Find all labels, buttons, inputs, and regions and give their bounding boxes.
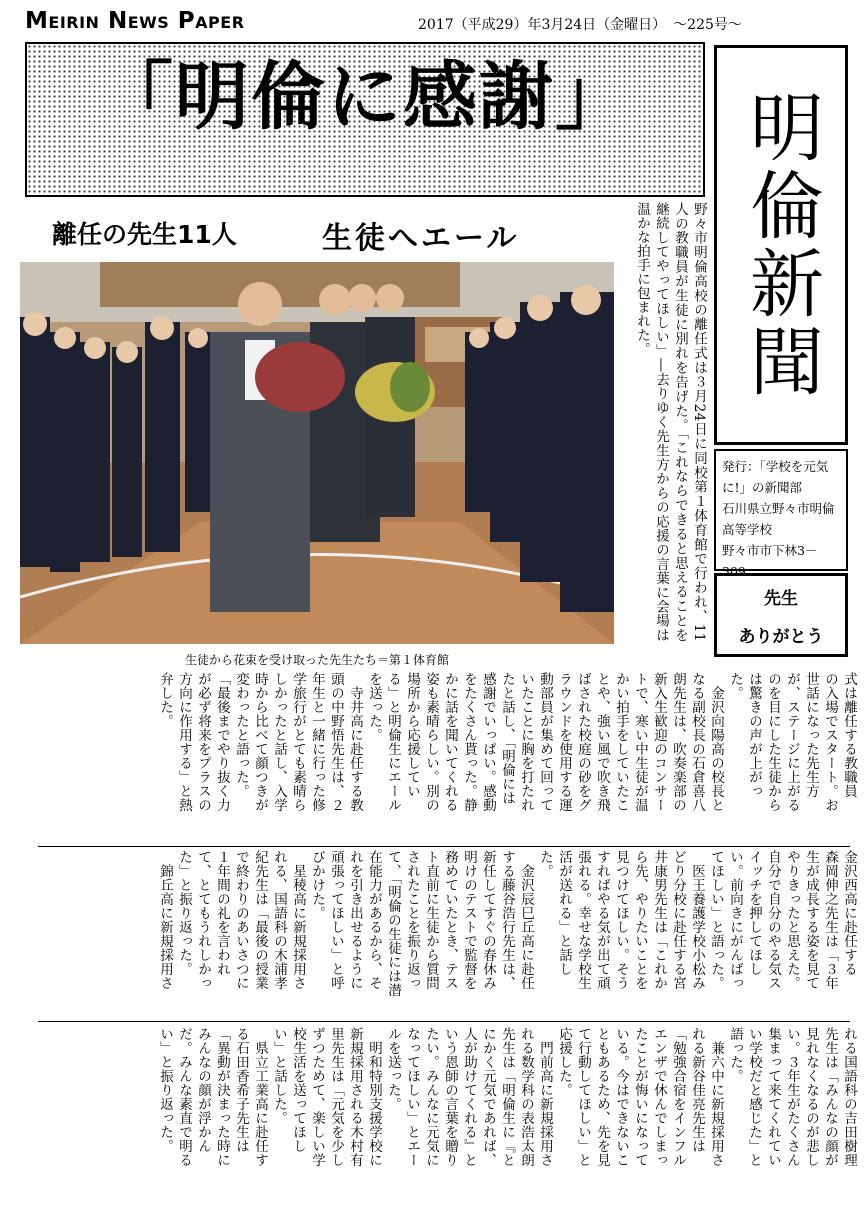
row-divider: [38, 846, 850, 847]
side-title-box: [714, 45, 848, 445]
publisher-address-street: 野々市市下林3－309: [722, 543, 818, 579]
body-row-2: 金沢西高に赴任する 森岡伸之先生は「３年 生が成長する姿を見て やりきったと思えた。 自分で自分のやる気ス イッチを押してほし い。前向きにがんばっ てほしい」と語った。 医王養護学校小松み どり分校に赴任する宮 井康男先生は「これか ら先、やりたいことを 見つけてほしい。そう すればやる気が出て頑 張れる。幸せな学校生 活が送れる」と話し た。 金沢辰巳丘高に赴任 する藤谷浩行先生は、 新任してすぐの春休み 明けのテストで監督を 務めていたとき、テス ト直前に生徒から質問 されたことを振り返っ て、「明倫の生徒には潜 在能力があるから、そ れを引き出せるように 頑張ってほしい」と呼 びかけた。 星稜高に新規採用さ れる、国語科の木浦孝 紀先生は「最後の授業 で終わりのあいさつに １年間の礼を言われ て、とてもうれしかっ た」と振り返った。 錦丘高に新規採用さ: [157, 850, 857, 998]
headline: 「明倫に感謝」: [99, 54, 631, 140]
publisher-box: [714, 449, 848, 579]
body-row-1: 式は離任する教職員 の入場でスタート。お 世話になった先生方 が、ステージに上がる のを目にした生徒から は驚きの声が上がっ た。 金沢向陽高の校長と なる副校長の石倉喜八 朗先生は、吹奏楽部の 新入生歓迎のコンサー トで、寒い中生徒が温 かい拍手をしていたこ とや、強い風で吹き飛 ばされた校庭の砂をグ ラウンドを使用する運 動部員が集めて回って いたことに胸を打たれ たと話し、「明倫には 感謝でいっぱい。感動 をたくさん貰った。静 かに話を聞いてくれる 姿も素晴らしい。別の 場所から応援してい る」と明倫生にエール を送った。 寺井高に赴任する教 頭の中野悟先生は、２ 年生と一緒に行った修 学旅行がとても素晴ら しかったと話し、入学 時から比べて顔つきが 変わったと語った。 「最後までやり抜く力 が必ず将来をプラスの 方向に作用する」と熱 弁した。: [157, 672, 857, 812]
row-divider: [38, 1021, 850, 1022]
photo-caption: 生徒から花束を受け取った先生たち＝第１体育館: [184, 653, 449, 667]
publisher-address-school: 石川県立野々市明倫高等学校: [722, 501, 835, 537]
lead-paragraph: 野々市明倫高校の離任式は３月24日に同校第１体育館で行われ、11人の教職員が生徒に別れを告げた。「これならできると思えることを継続してやってほしい」―去りゆく先生方からの応援の言葉に会場は温かな拍手に包まれた。: [634, 202, 707, 642]
publisher-label: 発行：「学校を元気に!」の新聞部: [722, 459, 829, 495]
ceremony-photo-illustration: [20, 262, 614, 644]
ceremony-photo: [20, 262, 614, 644]
side-title: 明倫新聞: [738, 89, 824, 401]
subhead-cheer: 生徒へエール: [322, 221, 520, 256]
dateline: 2017（平成29）年3月24日（金曜日） ～225号～: [418, 17, 742, 33]
thanks-line-2: ありがとう: [738, 627, 824, 647]
subhead-departing: 離任の先生11人: [52, 220, 237, 249]
thanks-box: [714, 573, 848, 657]
masthead: Meirin News Paper: [25, 8, 245, 34]
thanks-line-1: 先生: [764, 589, 798, 609]
body-row-3: れる国語科の吉田樹理 先生は「みんなの顔が 見れなくなるのが悲し い。３年生がたくさん 集まって来てくれてい い学校だと感じた」と 語った。 兼六中に新規採用さ れる新谷佳亮先生は 「勉強合宿をインフル エンザで休んでしまっ たことが悔いになって いる。今はできないこ ともあるため、先を見 て行動してほしい」と 応援した。 門前高に新規採用さ れる数学科の表浩太朗 先生は「明倫生に『と にかく元気であれば、 人が助けてくれる』と いう恩師の言葉を贈り たい。みんなに元気に なってほしい」とエー ルを送った。 明和特別支援学校に 新規採用される木村有 里先生は「元気を少し ずつためて、楽しい学 校生活を送ってほし い」と話した。 県立工業高に赴任す る石田香希子先生は 「異動が決まった時に みんなの顔が浮かん だ。みんな素直で明る い」と振り返った。: [157, 1027, 857, 1167]
